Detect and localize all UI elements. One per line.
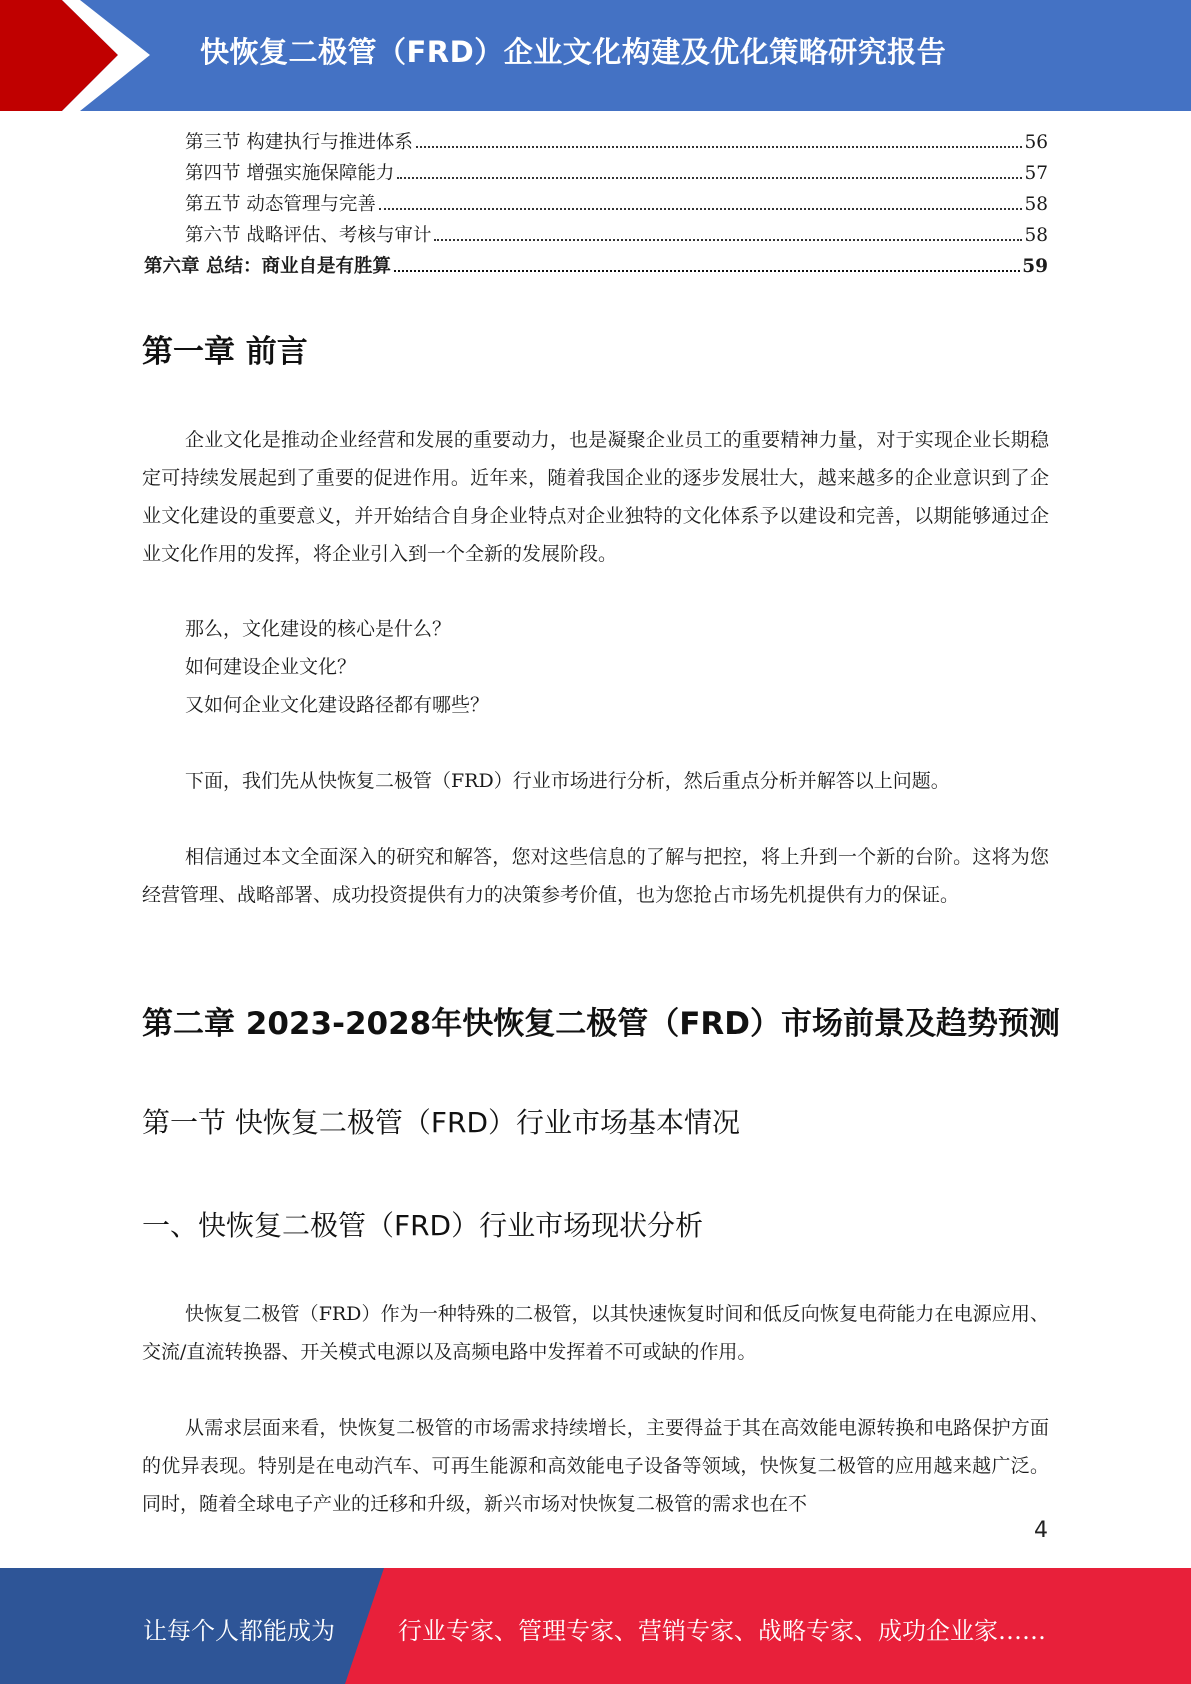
question-3: 又如何企业文化建设路径都有哪些？ (185, 694, 490, 716)
chapter-1-heading: 第一章 前言 (142, 334, 308, 370)
toc-entry[interactable] (185, 128, 1048, 159)
toc-leader-dots (434, 239, 1022, 241)
toc-entry-page: 58 (1024, 194, 1048, 215)
page-number: 4 (1034, 1518, 1048, 1543)
toc-entry-page: 56 (1024, 132, 1048, 153)
toc-entry-page: 59 (1022, 256, 1048, 277)
frd-paragraph-1: 快恢复二极管（FRD）作为一种特殊的二极管，以其快速恢复时间和低反向恢复电荷能力在电源应用、交流/直流转换器、开关模式电源以及高频电路中发挥着不可或缺的作用。 (142, 1303, 1049, 1363)
header-arrow-decoration (0, 0, 160, 111)
section-1-heading: 第一节 快恢复二极管（FRD）行业市场基本情况 (142, 1106, 741, 1139)
footer-slogan-right: 行业专家、管理专家、营销专家、战略专家、成功企业家…… (398, 1617, 1046, 1645)
toc-entry-page: 57 (1024, 163, 1048, 184)
question-2: 如何建设企业文化？ (185, 656, 357, 678)
chapter-1-paragraph-3: 相信通过本文全面深入的研究和解答，您对这些信息的了解与把控，将上升到一个新的台阶。这将为您经营管理、战略部署、成功投资提供有力的决策参考价值，也为您抢占市场先机提供有力的保证。 (142, 846, 1049, 906)
toc-leader-dots (379, 208, 1023, 210)
toc-leader-dots (416, 146, 1023, 148)
toc-entry-title: 第六章 总结：商业自是有胜算 (144, 256, 391, 277)
report-title: 快恢复二极管（FRD）企业文化构建及优化策略研究报告 (200, 35, 947, 69)
toc-entry[interactable] (185, 221, 1048, 252)
chapter-1-paragraph-1: 企业文化是推动企业经营和发展的重要动力，也是凝聚企业员工的重要精神力量，对于实现企业长期稳定可持续发展起到了重要的促进作用。近年来，随着我国企业的逐步发展壮大，越来越多的企业意识到了企业文化建设的重要意义，并开始结合自身企业特点对企业独特的文化体系予以建设和完善，以期能够通过企业文化作用的发挥，将企业引入到一个全新的发展阶段。 (142, 429, 1049, 565)
toc-leader-dots (394, 270, 1020, 272)
frd-paragraph-2: 从需求层面来看，快恢复二极管的市场需求持续增长，主要得益于其在高效能电源转换和电路保护方面的优异表现。特别是在电动汽车、可再生能源和高效能电子设备等领域，快恢复二极管的应用越来越广泛。同时，随着全球电子产业的迁移和升级，新兴市场对快恢复二极管的需求也在不 (142, 1417, 1049, 1515)
toc-entry-page: 58 (1024, 225, 1048, 246)
toc-entry-title: 第五节 动态管理与完善 (185, 194, 376, 215)
toc-entry[interactable] (185, 190, 1048, 221)
toc-entry-title: 第四节 增强实施保障能力 (185, 163, 395, 184)
toc-entry-title: 第六节 战略评估、考核与审计 (185, 225, 432, 246)
toc-entry-title: 第三节 构建执行与推进体系 (185, 132, 413, 153)
toc-entry[interactable] (185, 159, 1048, 190)
toc-entry-chapter[interactable] (144, 252, 1048, 283)
footer-slogan-left: 让每个人都能成为 (143, 1617, 335, 1645)
chapter-2-heading: 第二章 2023-2028年快恢复二极管（FRD）市场前景及趋势预测 (142, 1006, 1060, 1042)
chapter-1-paragraph-2: 下面，我们先从快恢复二极管（FRD）行业市场进行分析，然后重点分析并解答以上问题。 (185, 770, 950, 792)
question-1: 那么，文化建设的核心是什么？ (185, 618, 452, 640)
page-header (0, 0, 1191, 111)
toc-leader-dots (397, 177, 1022, 179)
subsection-1-heading: 一、快恢复二极管（FRD）行业市场现状分析 (142, 1209, 704, 1242)
page-footer (0, 1568, 1191, 1684)
